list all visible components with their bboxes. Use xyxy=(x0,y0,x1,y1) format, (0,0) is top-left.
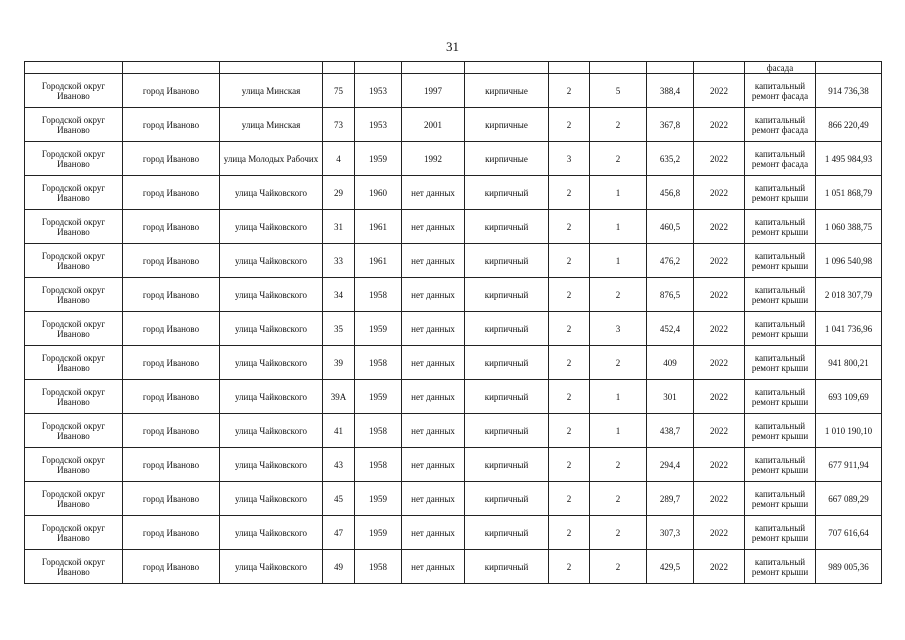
cell-city: город Иваново xyxy=(123,278,220,312)
cell-year-repair xyxy=(402,62,465,74)
cell-entrances: 1 xyxy=(590,414,647,448)
cell-entrances: 2 xyxy=(590,142,647,176)
table-row xyxy=(25,108,882,142)
cell-work: капитальный ремонт крыши xyxy=(745,312,816,346)
cell-cost: 1 060 388,75 xyxy=(816,210,882,244)
cell-house: 75 xyxy=(323,74,355,108)
table-row xyxy=(25,244,882,278)
cell-year-repair: нет данных xyxy=(402,516,465,550)
cell-material: кирпичный xyxy=(465,346,549,380)
cell-year-repair: нет данных xyxy=(402,448,465,482)
table-row xyxy=(25,380,882,414)
cell-cost xyxy=(816,62,882,74)
cell-city: город Иваново xyxy=(123,142,220,176)
table-row xyxy=(25,312,882,346)
table-row xyxy=(25,142,882,176)
cell-year-built: 1959 xyxy=(355,482,402,516)
cell-plan-year: 2022 xyxy=(694,414,745,448)
cell-floors: 2 xyxy=(549,210,590,244)
cell-area: 388,4 xyxy=(647,74,694,108)
cell-material: кирпичный xyxy=(465,482,549,516)
cell-city: город Иваново xyxy=(123,380,220,414)
cell-house: 39А xyxy=(323,380,355,414)
cell-cost: 693 109,69 xyxy=(816,380,882,414)
cell-plan-year: 2022 xyxy=(694,346,745,380)
cell-work: капитальный ремонт крыши xyxy=(745,176,816,210)
cell-floors xyxy=(549,62,590,74)
cell-material: кирпичный xyxy=(465,210,549,244)
cell-work: капитальный ремонт фасада xyxy=(745,142,816,176)
cell-street: улица Чайковского xyxy=(220,550,323,584)
cell-street: улица Чайковского xyxy=(220,312,323,346)
cell-work: капитальный ремонт крыши xyxy=(745,380,816,414)
cell-area: 452,4 xyxy=(647,312,694,346)
cell-street: улица Чайковского xyxy=(220,482,323,516)
cell-floors: 3 xyxy=(549,142,590,176)
cell-year-built: 1959 xyxy=(355,380,402,414)
cell-entrances: 1 xyxy=(590,244,647,278)
cell-street: улица Чайковского xyxy=(220,380,323,414)
cell-year-built: 1958 xyxy=(355,550,402,584)
cell-work: капитальный ремонт фасада xyxy=(745,108,816,142)
cell-year-repair: нет данных xyxy=(402,312,465,346)
table-row xyxy=(25,210,882,244)
cell-year-built: 1959 xyxy=(355,142,402,176)
cell-house: 73 xyxy=(323,108,355,142)
cell-entrances: 2 xyxy=(590,516,647,550)
cell-area: 289,7 xyxy=(647,482,694,516)
cell-area: 476,2 xyxy=(647,244,694,278)
cell-plan-year: 2022 xyxy=(694,74,745,108)
cell-cost: 1 041 736,96 xyxy=(816,312,882,346)
cell-city: город Иваново xyxy=(123,312,220,346)
cell-entrances: 2 xyxy=(590,448,647,482)
cell-year-repair: нет данных xyxy=(402,346,465,380)
cell-house: 34 xyxy=(323,278,355,312)
cell-area: 635,2 xyxy=(647,142,694,176)
cell-plan-year: 2022 xyxy=(694,278,745,312)
cell-year-built: 1960 xyxy=(355,176,402,210)
cell-area: 876,5 xyxy=(647,278,694,312)
cell-street: улица Чайковского xyxy=(220,244,323,278)
cell-work: фасада xyxy=(745,62,816,74)
cell-entrances: 2 xyxy=(590,108,647,142)
cell-cost: 707 616,64 xyxy=(816,516,882,550)
cell-area: 409 xyxy=(647,346,694,380)
cell-cost: 1 096 540,98 xyxy=(816,244,882,278)
cell-work: капитальный ремонт крыши xyxy=(745,414,816,448)
cell-district: Городской округ Иваново xyxy=(25,108,123,142)
cell-district: Городской округ Иваново xyxy=(25,244,123,278)
cell-material: кирпичные xyxy=(465,74,549,108)
cell-city: город Иваново xyxy=(123,108,220,142)
cell-floors: 2 xyxy=(549,176,590,210)
cell-year-built: 1958 xyxy=(355,414,402,448)
table-row xyxy=(25,550,882,584)
cell-floors: 2 xyxy=(549,550,590,584)
cell-district: Городской округ Иваново xyxy=(25,312,123,346)
cell-area: 460,5 xyxy=(647,210,694,244)
cell-work: капитальный ремонт крыши xyxy=(745,448,816,482)
cell-entrances: 1 xyxy=(590,380,647,414)
cell-area xyxy=(647,62,694,74)
cell-city xyxy=(123,62,220,74)
cell-house: 33 xyxy=(323,244,355,278)
cell-cost: 677 911,94 xyxy=(816,448,882,482)
cell-material: кирпичный xyxy=(465,380,549,414)
cell-area: 367,8 xyxy=(647,108,694,142)
cell-plan-year: 2022 xyxy=(694,380,745,414)
cell-district: Городской округ Иваново xyxy=(25,550,123,584)
cell-floors: 2 xyxy=(549,482,590,516)
cell-entrances xyxy=(590,62,647,74)
cell-year-repair: нет данных xyxy=(402,210,465,244)
cell-year-built: 1959 xyxy=(355,312,402,346)
cell-year-repair: нет данных xyxy=(402,278,465,312)
cell-area: 301 xyxy=(647,380,694,414)
cell-street xyxy=(220,62,323,74)
cell-city: город Иваново xyxy=(123,346,220,380)
cell-year-built xyxy=(355,62,402,74)
cell-street: улица Чайковского xyxy=(220,516,323,550)
cell-work: капитальный ремонт фасада xyxy=(745,74,816,108)
cell-plan-year: 2022 xyxy=(694,550,745,584)
cell-floors: 2 xyxy=(549,380,590,414)
cell-floors: 2 xyxy=(549,74,590,108)
cell-material: кирпичные xyxy=(465,142,549,176)
cell-district: Городской округ Иваново xyxy=(25,346,123,380)
cell-house: 39 xyxy=(323,346,355,380)
cell-house xyxy=(323,62,355,74)
cell-work: капитальный ремонт крыши xyxy=(745,482,816,516)
cell-material xyxy=(465,62,549,74)
cell-material: кирпичный xyxy=(465,244,549,278)
cell-street: улица Чайковского xyxy=(220,346,323,380)
cell-material: кирпичный xyxy=(465,312,549,346)
cell-plan-year xyxy=(694,62,745,74)
table-row xyxy=(25,448,882,482)
cell-plan-year: 2022 xyxy=(694,142,745,176)
cell-floors: 2 xyxy=(549,414,590,448)
table-row xyxy=(25,482,882,516)
cell-material: кирпичный xyxy=(465,516,549,550)
cell-city: город Иваново xyxy=(123,550,220,584)
cell-year-built: 1953 xyxy=(355,74,402,108)
cell-city: город Иваново xyxy=(123,516,220,550)
cell-city: город Иваново xyxy=(123,176,220,210)
cell-entrances: 2 xyxy=(590,482,647,516)
cell-year-repair: нет данных xyxy=(402,550,465,584)
cell-district: Городской округ Иваново xyxy=(25,278,123,312)
cell-cost: 667 089,29 xyxy=(816,482,882,516)
cell-district: Городской округ Иваново xyxy=(25,414,123,448)
cell-house: 43 xyxy=(323,448,355,482)
cell-plan-year: 2022 xyxy=(694,176,745,210)
cell-floors: 2 xyxy=(549,278,590,312)
cell-cost: 941 800,21 xyxy=(816,346,882,380)
cell-material: кирпичные xyxy=(465,108,549,142)
cell-material: кирпичный xyxy=(465,278,549,312)
cell-year-repair: нет данных xyxy=(402,414,465,448)
cell-district: Городской округ Иваново xyxy=(25,176,123,210)
cell-district: Городской округ Иваново xyxy=(25,448,123,482)
cell-house: 35 xyxy=(323,312,355,346)
cell-year-built: 1961 xyxy=(355,210,402,244)
cell-floors: 2 xyxy=(549,516,590,550)
cell-house: 4 xyxy=(323,142,355,176)
cell-area: 294,4 xyxy=(647,448,694,482)
cell-street: улица Минская xyxy=(220,74,323,108)
cell-entrances: 1 xyxy=(590,210,647,244)
cell-street: улица Чайковского xyxy=(220,414,323,448)
cell-work: капитальный ремонт крыши xyxy=(745,516,816,550)
cell-entrances: 1 xyxy=(590,176,647,210)
cell-plan-year: 2022 xyxy=(694,448,745,482)
cell-year-built: 1958 xyxy=(355,278,402,312)
table-row xyxy=(25,278,882,312)
cell-cost: 1 051 868,79 xyxy=(816,176,882,210)
cell-house: 31 xyxy=(323,210,355,244)
cell-district: Городской округ Иваново xyxy=(25,74,123,108)
cell-cost: 914 736,38 xyxy=(816,74,882,108)
cell-year-repair: 1992 xyxy=(402,142,465,176)
cell-entrances: 2 xyxy=(590,550,647,584)
table-row xyxy=(25,74,882,108)
cell-street: улица Чайковского xyxy=(220,210,323,244)
cell-cost: 2 018 307,79 xyxy=(816,278,882,312)
cell-cost: 866 220,49 xyxy=(816,108,882,142)
cell-city: город Иваново xyxy=(123,414,220,448)
cell-floors: 2 xyxy=(549,244,590,278)
cell-year-repair: нет данных xyxy=(402,482,465,516)
cell-district: Городской округ Иваново xyxy=(25,516,123,550)
cell-floors: 2 xyxy=(549,448,590,482)
cell-year-repair: нет данных xyxy=(402,244,465,278)
cell-year-repair: нет данных xyxy=(402,380,465,414)
cell-cost: 989 005,36 xyxy=(816,550,882,584)
cell-street: улица Чайковского xyxy=(220,278,323,312)
repair-program-table xyxy=(24,61,882,584)
cell-cost: 1 010 190,10 xyxy=(816,414,882,448)
cell-district: Городской округ Иваново xyxy=(25,380,123,414)
cell-plan-year: 2022 xyxy=(694,210,745,244)
cell-work: капитальный ремонт крыши xyxy=(745,550,816,584)
cell-house: 41 xyxy=(323,414,355,448)
cell-plan-year: 2022 xyxy=(694,482,745,516)
cell-work: капитальный ремонт крыши xyxy=(745,278,816,312)
cell-district xyxy=(25,62,123,74)
cell-year-repair: 1997 xyxy=(402,74,465,108)
cell-area: 438,7 xyxy=(647,414,694,448)
cell-district: Городской округ Иваново xyxy=(25,210,123,244)
cell-house: 49 xyxy=(323,550,355,584)
cell-street: улица Чайковского xyxy=(220,448,323,482)
cell-entrances: 3 xyxy=(590,312,647,346)
cell-entrances: 2 xyxy=(590,278,647,312)
cell-city: город Иваново xyxy=(123,448,220,482)
cell-work: капитальный ремонт крыши xyxy=(745,346,816,380)
cell-area: 429,5 xyxy=(647,550,694,584)
cell-plan-year: 2022 xyxy=(694,108,745,142)
cell-cost: 1 495 984,93 xyxy=(816,142,882,176)
cell-material: кирпичный xyxy=(465,176,549,210)
cell-area: 307,3 xyxy=(647,516,694,550)
cell-house: 45 xyxy=(323,482,355,516)
cell-city: город Иваново xyxy=(123,244,220,278)
cell-year-built: 1953 xyxy=(355,108,402,142)
table-row xyxy=(25,176,882,210)
cell-work: капитальный ремонт крыши xyxy=(745,210,816,244)
cell-house: 29 xyxy=(323,176,355,210)
cell-floors: 2 xyxy=(549,346,590,380)
cell-area: 456,8 xyxy=(647,176,694,210)
cell-street: улица Молодых Рабочих xyxy=(220,142,323,176)
cell-district: Городской округ Иваново xyxy=(25,482,123,516)
cell-district: Городской округ Иваново xyxy=(25,142,123,176)
cell-city: город Иваново xyxy=(123,210,220,244)
cell-year-built: 1959 xyxy=(355,516,402,550)
cell-year-built: 1961 xyxy=(355,244,402,278)
cell-plan-year: 2022 xyxy=(694,244,745,278)
cell-material: кирпичный xyxy=(465,448,549,482)
cell-city: город Иваново xyxy=(123,74,220,108)
cell-year-built: 1958 xyxy=(355,346,402,380)
cell-year-built: 1958 xyxy=(355,448,402,482)
table-row-continued xyxy=(25,62,882,74)
table-row xyxy=(25,414,882,448)
cell-plan-year: 2022 xyxy=(694,516,745,550)
cell-entrances: 2 xyxy=(590,346,647,380)
cell-floors: 2 xyxy=(549,312,590,346)
cell-street: улица Чайковского xyxy=(220,176,323,210)
cell-year-repair: 2001 xyxy=(402,108,465,142)
cell-material: кирпичный xyxy=(465,550,549,584)
cell-plan-year: 2022 xyxy=(694,312,745,346)
cell-entrances: 5 xyxy=(590,74,647,108)
table-row xyxy=(25,516,882,550)
cell-work: капитальный ремонт крыши xyxy=(745,244,816,278)
cell-house: 47 xyxy=(323,516,355,550)
page-number: 31 xyxy=(446,39,459,54)
cell-city: город Иваново xyxy=(123,482,220,516)
cell-street: улица Минская xyxy=(220,108,323,142)
cell-floors: 2 xyxy=(549,108,590,142)
cell-material: кирпичный xyxy=(465,414,549,448)
cell-year-repair: нет данных xyxy=(402,176,465,210)
table-row xyxy=(25,346,882,380)
